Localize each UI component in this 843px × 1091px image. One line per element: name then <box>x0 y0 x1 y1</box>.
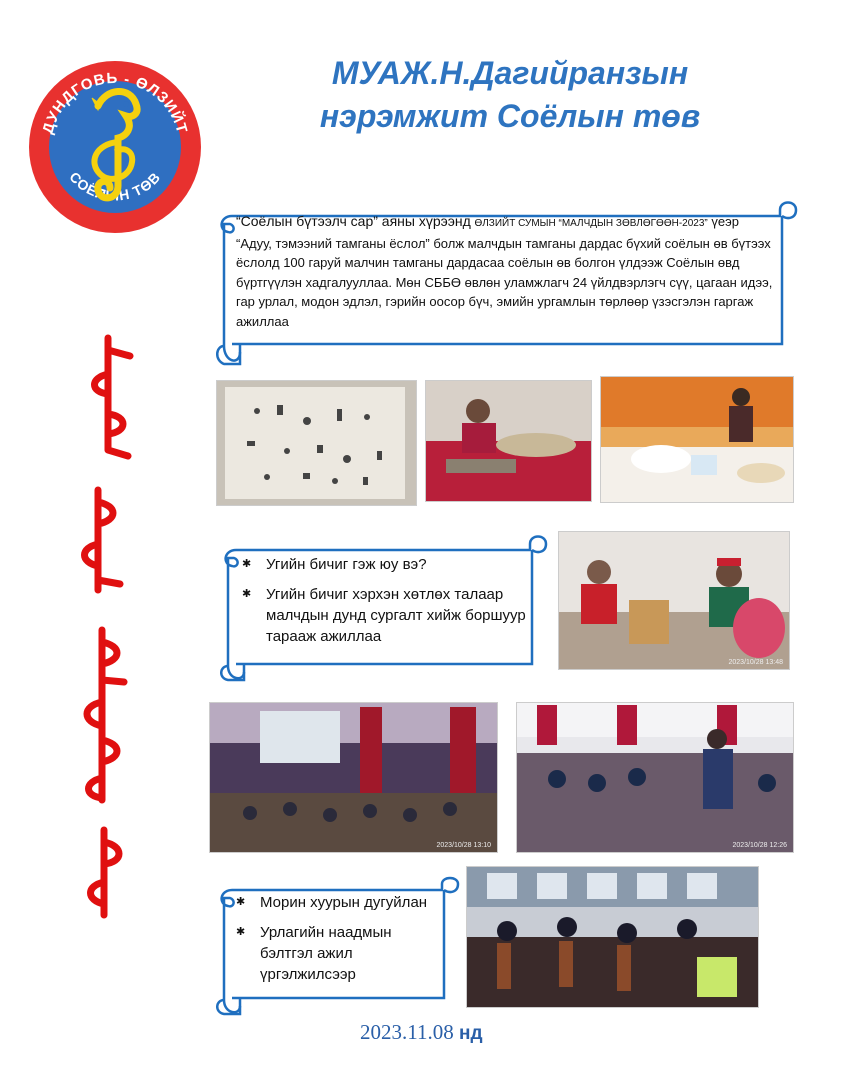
page-title <box>250 52 770 138</box>
bullet-icon: ✱ <box>236 926 246 938</box>
title-line-1: МУАЖ.Н.Дагийранзын <box>331 55 689 91</box>
list-item: ✱ Угийн бичиг хэрхэн хөтлөх талаар малчдын дунд сургалт хийж боршуур тарааж ажиллаа <box>242 586 526 645</box>
logo-ring-top-text: ДУНДГОВЬ - ӨЛЗИЙТ <box>39 69 191 136</box>
info-scroll-3 <box>210 876 462 1014</box>
photo-hall-presentation <box>209 702 498 853</box>
photo-hall-distribution <box>516 702 794 853</box>
list-item: ✱ Угийн бичиг гэж юу вэ? <box>242 556 427 573</box>
info-scroll-2 <box>214 530 550 680</box>
scroll-1-caps: ӨЛЗИЙТ СУМЫН “МАЛЧДЫН ЗӨВЛӨГӨӨН-2023” <box>474 218 708 229</box>
bullet-icon: ✱ <box>242 588 252 600</box>
title-line-2: нэрэмжит Соёлын төв <box>319 98 701 134</box>
photo-timestamp: 2023/10/28 13:10 <box>436 842 491 849</box>
photo-dairy-exhibition <box>600 376 794 503</box>
photo-craft-exhibition <box>425 380 592 502</box>
publication-date <box>360 1020 560 1045</box>
logo <box>26 58 204 236</box>
photo-tamga-sheet <box>216 380 417 506</box>
bullet-icon: ✱ <box>236 896 246 908</box>
photo-morin-khuur-class <box>466 866 759 1008</box>
scroll-1-text <box>236 212 776 331</box>
photo-herders-crafts <box>558 531 790 670</box>
date-value: 2023.11.08 <box>360 1020 454 1044</box>
list-item: ✱ Урлагийн наадмын бэлтгэл ажил үргэлжилсээр <box>236 924 392 983</box>
scroll-1-body: үеэр “Адуу, тэмээний тамганы ёслол” болж малчдын тамганы дардас бүхий соёлын өв бүтээх ёслолд 100 гаруй малчин тамганы дардасаа соёлын өв болгон үлдээж Соёлын өвд бүртгүүлэн хадгалууллаа. Мөн СББӨ өвлөн уламжлагч 24 үйлдвэрлэгч сүү, цагаан идээ, гар урлал, модон эдлэл, гэрийн оосор бүч, эмийн ургамлын төрлөөр үзэсгэлэн гаргаж ажиллаа <box>236 214 773 329</box>
scroll-2-list <box>238 554 528 656</box>
list-item: ✱ Морин хуурын дугуйлан <box>236 894 428 911</box>
scroll-1-lead: “Соёлын бүтээлч сар” аяны хүрээнд <box>236 213 471 229</box>
info-scroll-1 <box>210 196 798 372</box>
photo-timestamp: 2023/10/28 12:26 <box>732 842 787 849</box>
logo-ring-bottom-text: СОЁЛЫН ТӨВ <box>66 168 164 204</box>
photo-timestamp: 2023/10/28 13:48 <box>728 659 783 666</box>
scroll-3-list <box>232 892 440 994</box>
date-suffix: нд <box>458 1023 483 1044</box>
bullet-icon: ✱ <box>242 558 252 570</box>
mongolian-script-title <box>68 330 148 920</box>
